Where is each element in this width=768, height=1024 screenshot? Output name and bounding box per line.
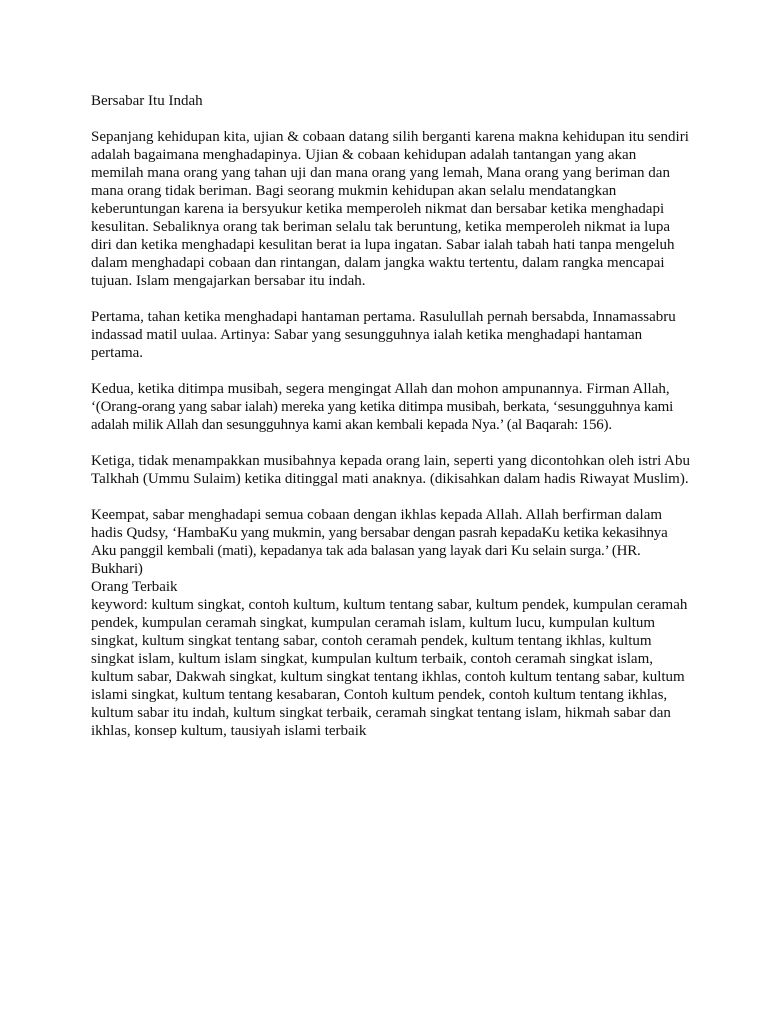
- quote-hadis-qudsy: ‘HambaKu yang mukmin, yang bersabar dengan pasrah kepadaKu ketika kekasihnya Aku panggil kembali (mati), kepadanya tak ada balasan yang layak dari Ku selain surga.’ (HR. Bukhari): [91, 525, 668, 577]
- paragraph-ketiga: Ketiga, tidak menampakkan musibahnya kepada orang lain, seperti yang dicontohkan oleh istri Abu Talkhah (Ummu Sulaim) ketika ditinggal mati anaknya. (dikisahkan dalam hadis Riwayat Muslim).: [91, 453, 691, 487]
- document-title: Bersabar Itu Indah: [91, 93, 203, 109]
- keywords-paragraph: keyword: kultum singkat, contoh kultum, kultum tentang sabar, kultum pendek, kumpulan ceramah pendek, kumpulan ceramah singkat, kumpulan ceramah islam, kultum lucu, kumpulan kultum singkat, kultum singkat tentang sabar, contoh ceramah pendek, kultum tentang ikhlas, kultum singkat islam, kultum islam singkat, kumpulan kultum terbaik, contoh ceramah singkat islam, kultum sabar, Dakwah singkat, kultum singkat tentang ikhlas, contoh kultum tentang sabar, kultum islami singkat, kultum tentang kesabaran, Contoh kultum pendek, contoh kultum tentang ikhlas, kultum sabar itu indah, kultum singkat terbaik, ceramah singkat tentang islam, hikmah sabar dan ikhlas, konsep kultum, tausiyah islami terbaik: [91, 597, 688, 739]
- quote-al-baqarah: ‘(Orang-orang yang sabar ialah) mereka yang ketika ditimpa musibah, berkata, ‘sesungguhnya kami adalah milik Allah dan sesungguhnya kami akan kembali kepada Nya.’ (al Baqarah: 156).: [91, 399, 674, 433]
- paragraph-intro: Sepanjang kehidupan kita, ujian & cobaan datang silih berganti karena makna kehidupan itu sendiri adalah bagaimana menghadapinya. Ujian & cobaan kehidupan adalah tantangan yang akan memilah mana orang yang tahan uji dan mana orang yang lemah, Mana orang yang beriman dan mana orang tidak beriman. Bagi seorang mukmin kehidupan akan selalu mendatangkan keberuntungan karena ia bersyukur ketika memperoleh nikmat dan bersabar ketika menghadapi kesulitan. Sebaliknya orang tak beriman selalu tak beruntung, ketika memperoleh nikmat ia lupa diri dan ketika menghadapi kesulitan berat ia lupa ingatan. Sabar ialah tabah hati tanpa mengeluh dalam menghadapi cobaan dan rintangan, dalam jangka waktu tertentu, dalam rangka mencapai tujuan. Islam mengajarkan bersabar itu indah.: [91, 129, 689, 289]
- document-page: [91, 92, 691, 740]
- paragraph-pertama: Pertama, tahan ketika menghadapi hantaman pertama. Rasulullah pernah bersabda, Innamassabru indassad matil uulaa. Artinya: Sabar yang sesungguhnya ialah ketika menghadapi hantaman pertama.: [91, 309, 676, 361]
- paragraph-keempat-text: Keempat, sabar menghadapi semua cobaan dengan ikhlas kepada Allah. Allah berfirman dalam hadis Qudsy,: [91, 507, 663, 541]
- paragraph-kedua-text: Kedua, ketika ditimpa musibah, segera mengingat Allah dan mohon ampunannya. Firman Allah,: [91, 381, 670, 397]
- section-heading-orang-terbaik: Orang Terbaik: [91, 579, 178, 595]
- paragraph-keempat: [91, 506, 691, 578]
- paragraph-kedua: [91, 380, 691, 434]
